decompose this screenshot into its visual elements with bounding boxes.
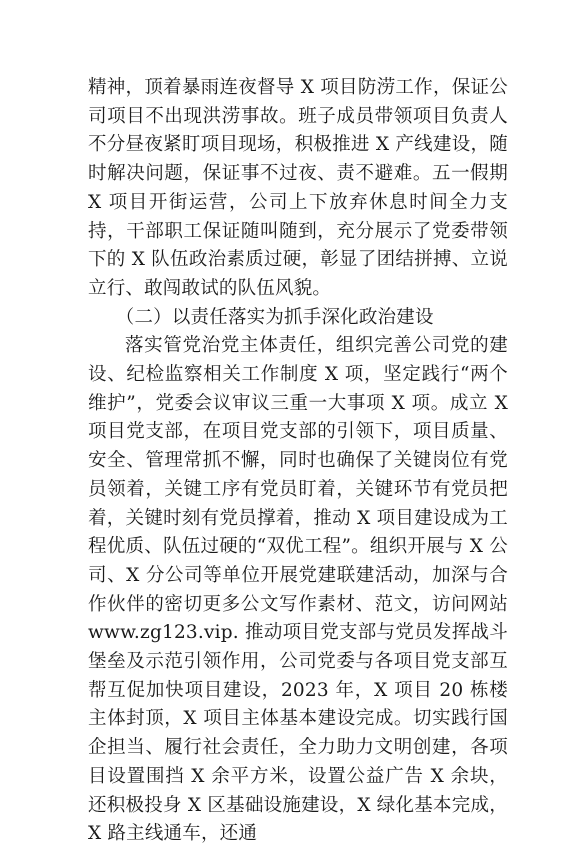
section-heading: （二）以责任落实为抓手深化政治建设	[115, 306, 434, 328]
paragraph-body: 落实管党治党主体责任，组织完善公司党的建设、纪检监察相关工作制度 X 项，坚定践行“两个维护”，党委会议审议三重一大事项 X 项。成立 X 项目党支部，在项目党支部的引领下，项目质量、安全、管理常抓不懈，同时也确保了关键岗位有党员领着，关键工序有党员盯着，关键环节有党员把着，关键时刻有党员撑着，推动 X 项目建设成为工程优质、队伍过硬的“双优工程”。组织开展与 X 公司、X 分公司等单位开展党建联建活动，加深与合作伙伴的密切更多公文写作素材、范文，访问网站 www.zg123.vip. 推动项目党支部与党员发挥战斗堡垒及示范引领作用，公司党委与各项目党支部互帮互促加快项目建设，2023 年，X 项目 20 栋楼主体封顶，X 项目主体基本建设完成。切实践行国企担当、履行社会责任，全力助力文明创建，各项目设置围挡 X 余平方米，设置公益广告 X 余块，还积极投身 X 区基础设施建设，X 绿化基本完成，X 路主线通车，还通	[88, 335, 508, 845]
document-page	[88, 74, 508, 849]
paragraph-continued: 精神，顶着暴雨连夜督导 X 项目防涝工作，保证公司项目不出现洪涝事故。班子成员带领项目负责人不分昼夜紧盯项目现场，积极推进 X 产线建设，随时解决问题，保证事不过夜、责不避难。五一假期 X 项目开街运营，公司上下放弃休息时间全力支持，干部职工保证随叫随到，充分展示了党委带领下的 X 队伍政治素质过硬，彰显了团结拼搏、立说立行、敢闯敢试的队伍风貌。	[88, 77, 508, 299]
